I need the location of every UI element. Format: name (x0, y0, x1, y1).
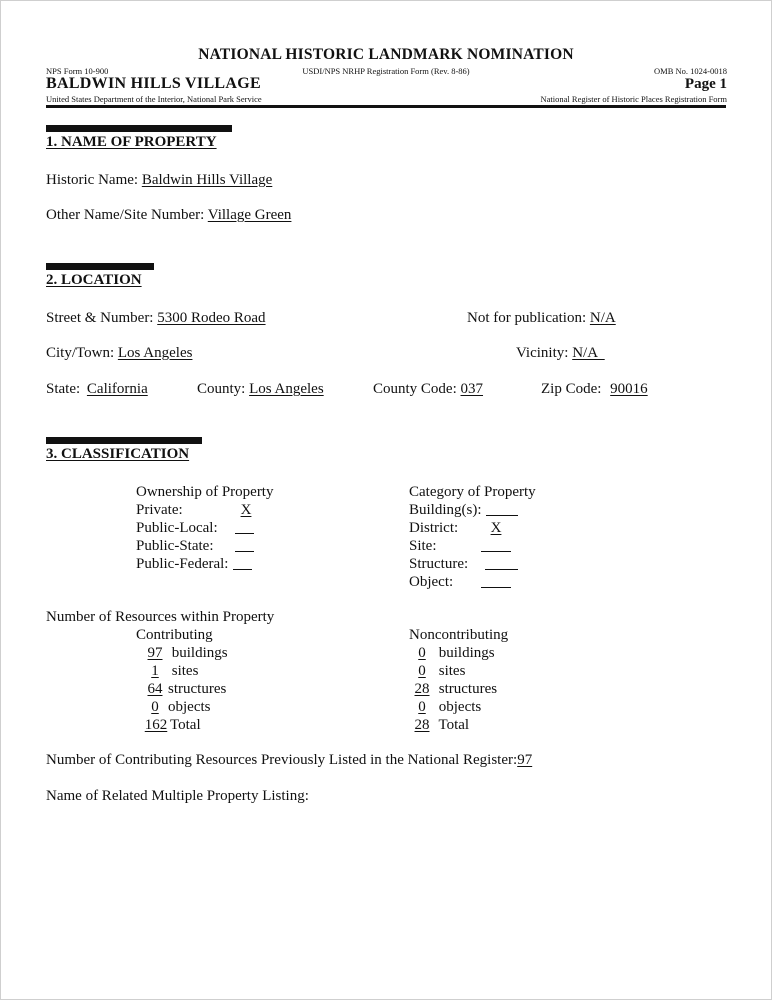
section-bar (46, 125, 232, 132)
contributing-count: 97 (147, 645, 163, 661)
contributing-count: 0 (151, 699, 159, 715)
contributing-label: structures (168, 681, 227, 697)
not-for-publication-row (467, 309, 616, 327)
contributing-row (142, 716, 201, 734)
noncontributing-label: Total (438, 717, 470, 733)
vicinity-value: N/A (572, 345, 605, 361)
not-for-publication-label: Not for publication: (467, 310, 587, 326)
noncontributing-row (409, 680, 497, 698)
category-structure-label: Structure: (409, 556, 469, 572)
ownership-private-label: Private: (136, 502, 183, 518)
noncontributing-count: 0 (418, 663, 426, 679)
ownership-public-state-label: Public-State: (136, 538, 214, 554)
ownership-private-value: X (240, 502, 252, 518)
other-name-label: Other Name/Site Number: (46, 207, 205, 223)
category-site-blank (481, 538, 511, 557)
noncontributing-count: 28 (414, 681, 430, 697)
category-buildings-label: Building(s): (409, 502, 482, 518)
street-row (46, 309, 266, 327)
street-value: 5300 Rodeo Road (157, 310, 266, 326)
category-object-blank (481, 574, 511, 593)
county-code-row (373, 380, 483, 398)
ownership-public-local-blank (235, 520, 254, 539)
county-code-value: 037 (460, 381, 484, 397)
vicinity-label: Vicinity: (516, 345, 569, 361)
ownership-public-federal-blank (233, 556, 252, 575)
contributing-count: 1 (151, 663, 159, 679)
header-rule (46, 105, 726, 108)
noncontributing-row (409, 662, 465, 680)
omb-number: OMB No. 1024-0018 (654, 66, 727, 76)
county-value: Los Angeles (249, 381, 324, 397)
city-row (46, 344, 192, 362)
ownership-public-federal-label: Public-Federal: (136, 556, 229, 572)
noncontributing-label: objects (438, 699, 482, 715)
historic-name-label: Historic Name: (46, 172, 139, 188)
contributing-row (142, 644, 228, 662)
street-label: Street & Number: (46, 310, 154, 326)
category-heading: Category of Property (409, 484, 536, 500)
other-name-value: Village Green (207, 207, 292, 223)
multiple-property-listing-label: Name of Related Multiple Property Listing: (46, 788, 309, 804)
noncontributing-label: buildings (438, 645, 495, 661)
contributing-count: 64 (147, 681, 163, 697)
vicinity-row (516, 344, 605, 362)
noncontributing-row (409, 698, 481, 716)
historic-name-value: Baldwin Hills Village (141, 172, 273, 188)
section-1-heading: 1. NAME OF PROPERTY (46, 134, 217, 150)
county-code-label: County Code: (373, 381, 457, 397)
page-number: Page 1 (684, 76, 727, 92)
category-site-label: Site: (409, 538, 437, 554)
state-value: California (86, 381, 148, 397)
noncontributing-label: structures (438, 681, 498, 697)
contributing-label: Total (170, 717, 201, 733)
contributing-label: objects (168, 699, 211, 715)
state-row (46, 380, 148, 398)
noncontributing-row (409, 644, 495, 662)
noncontributing-row (409, 716, 469, 734)
contributing-label: sites (171, 663, 199, 679)
noncontributing-count: 0 (418, 645, 426, 661)
section-bar (46, 263, 154, 270)
contributing-row (142, 698, 211, 716)
zip-row (541, 380, 648, 398)
ownership-public-local-label: Public-Local: (136, 520, 218, 536)
noncontributing-count: 28 (414, 717, 430, 733)
previously-listed-label: Number of Contributing Resources Previously Listed in the National Register: (46, 752, 518, 768)
category-structure-blank (485, 556, 518, 575)
property-name-header: BALDWIN HILLS VILLAGE (46, 75, 261, 92)
not-for-publication-value: N/A (589, 310, 616, 326)
section-3-heading: 3. CLASSIFICATION (46, 446, 190, 462)
ownership-heading: Ownership of Property (136, 484, 274, 500)
form-number: NPS Form 10-900 (46, 66, 109, 76)
category-district-label: District: (409, 520, 459, 536)
noncontributing-label: sites (438, 663, 466, 679)
register-line: National Register of Historic Places Registration Form (540, 94, 727, 104)
city-value: Los Angeles (117, 345, 193, 361)
contributing-label: buildings (171, 645, 228, 661)
ownership-public-state-blank (235, 538, 254, 557)
form-revision: USDI/NPS NRHP Registration Form (Rev. 8-86) (302, 66, 470, 76)
resources-heading: Number of Resources within Property (46, 609, 275, 625)
zip-label: Zip Code: (541, 381, 602, 397)
state-label: State: (46, 381, 81, 397)
section-bar (46, 437, 202, 444)
contributing-heading: Contributing (136, 627, 213, 643)
zip-value: 90016 (610, 381, 648, 397)
noncontributing-count: 0 (418, 699, 426, 715)
county-label: County: (197, 381, 246, 397)
city-label: City/Town: (46, 345, 115, 361)
historic-name-row (46, 171, 272, 189)
contributing-count: 162 (144, 717, 168, 733)
previously-listed-value: 97 (517, 752, 533, 768)
noncontributing-heading: Noncontributing (409, 627, 509, 643)
other-name-row (46, 206, 291, 224)
agency-line: United States Department of the Interior, National Park Service (46, 94, 262, 104)
contributing-row (142, 680, 226, 698)
contributing-row (142, 662, 198, 680)
previously-listed-row (46, 751, 532, 769)
section-2-heading: 2. LOCATION (46, 272, 142, 288)
category-object-label: Object: (409, 574, 454, 590)
county-row (197, 380, 324, 398)
document-title: NATIONAL HISTORIC LANDMARK NOMINATION (198, 46, 574, 63)
category-district-value: X (490, 520, 502, 536)
